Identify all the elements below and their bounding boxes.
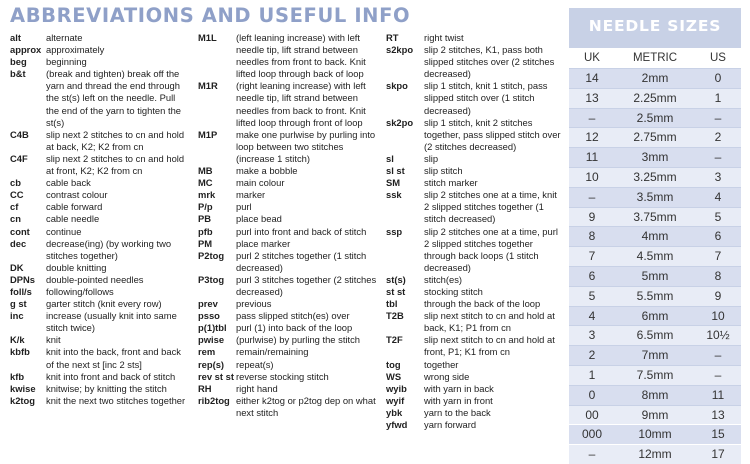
abbreviation-entry bbox=[10, 68, 186, 128]
abbreviation-definition: alternate bbox=[46, 32, 83, 43]
abbreviation-term: approx bbox=[10, 44, 42, 56]
abbreviation-term: M1P bbox=[198, 128, 218, 140]
abbreviation-term: b&t bbox=[10, 68, 26, 80]
abbreviation-definition: either k2tog or p2tog dep on what next stitch bbox=[236, 394, 376, 418]
abbreviation-term: MB bbox=[198, 165, 213, 177]
abbreviation-entry bbox=[10, 32, 186, 44]
abbreviation-entry bbox=[386, 407, 562, 419]
abbreviation-entry bbox=[198, 395, 382, 419]
needle-row bbox=[569, 406, 741, 425]
abbreviation-term: sl st bbox=[386, 165, 405, 177]
abbreviation-definition: purl bbox=[236, 201, 252, 213]
needle-row bbox=[569, 267, 741, 286]
abbreviation-term: wyif bbox=[386, 394, 405, 406]
abbreviation-entry bbox=[386, 32, 562, 44]
abbreviation-definition: with yarn in back bbox=[424, 382, 494, 394]
abbreviation-definition: right twist bbox=[424, 32, 464, 43]
abbreviation-term: pwise bbox=[198, 334, 225, 346]
us-size: 0 bbox=[714, 71, 722, 85]
abbreviation-definition: with yarn in front bbox=[424, 394, 493, 406]
abbreviation-entry bbox=[10, 310, 186, 334]
uk-size: 1 bbox=[588, 367, 596, 382]
abbreviation-entry bbox=[10, 383, 186, 395]
abbreviation-definition: knitwise; by knitting the stitch bbox=[46, 382, 167, 394]
abbreviation-term: P3tog bbox=[198, 273, 225, 285]
abbreviation-column-1 bbox=[10, 32, 186, 407]
us-size: 9 bbox=[714, 288, 722, 303]
abbreviation-definition: knit into front and back of stitch bbox=[46, 370, 176, 382]
needle-row bbox=[569, 366, 741, 385]
abbreviation-term: kfb bbox=[10, 370, 25, 382]
abbreviation-definition: slip 2 stitches one at a time, purl 2 slipped stitches together through back loops (1 stitch decreased) bbox=[424, 225, 558, 273]
abbreviation-term: cont bbox=[10, 225, 30, 237]
uk-size: 0 bbox=[588, 387, 596, 402]
abbreviation-entry bbox=[10, 298, 186, 310]
abbreviation-term: rib2tog bbox=[198, 394, 230, 406]
us-size: 15 bbox=[711, 427, 725, 442]
metric-size: 5mm bbox=[641, 268, 669, 283]
abbreviation-definition: following/follows bbox=[46, 285, 114, 297]
abbreviation-definition: marker bbox=[236, 189, 266, 201]
abbreviation-definition: yarn to the back bbox=[424, 406, 491, 418]
abbreviation-entry bbox=[386, 359, 562, 371]
abbreviation-entry bbox=[386, 310, 562, 334]
abbreviation-term: rem bbox=[198, 346, 216, 358]
us-size: – bbox=[714, 367, 722, 382]
abbreviation-entry bbox=[10, 238, 186, 262]
abbreviation-definition: cable back bbox=[46, 177, 91, 189]
abbreviation-entry bbox=[198, 32, 382, 80]
metric-size: 7.5mm bbox=[636, 367, 674, 382]
abbreviation-term: prev bbox=[198, 298, 218, 310]
uk-size: 9 bbox=[588, 209, 596, 224]
abbreviation-entry bbox=[386, 226, 562, 274]
uk-size: 6 bbox=[588, 268, 596, 283]
abbreviation-entry bbox=[10, 274, 186, 286]
abbreviation-term: ssp bbox=[386, 225, 403, 237]
abbreviation-entry bbox=[10, 286, 186, 298]
us-size: 10½ bbox=[706, 328, 730, 343]
uk-size: 5 bbox=[588, 288, 596, 303]
abbreviation-entry bbox=[198, 250, 382, 274]
needle-row bbox=[569, 425, 741, 444]
abbreviation-entry bbox=[10, 177, 186, 189]
us-size: 5 bbox=[714, 209, 722, 224]
needle-row bbox=[569, 188, 741, 207]
header-uk: UK bbox=[584, 52, 600, 64]
metric-size: 12mm bbox=[638, 447, 672, 462]
abbreviation-definition: repeat(s) bbox=[236, 358, 274, 370]
abbreviation-term: CC bbox=[10, 189, 24, 201]
metric-size: 6.5mm bbox=[636, 328, 674, 343]
abbreviation-entry bbox=[10, 56, 186, 68]
abbreviation-definition: double knitting bbox=[46, 261, 107, 273]
abbreviation-definition: pass slipped stitch(es) over bbox=[236, 310, 350, 322]
metric-size: 8mm bbox=[641, 387, 669, 402]
abbreviation-term: cf bbox=[10, 201, 19, 213]
abbreviation-term: rep(s) bbox=[198, 358, 225, 370]
abbreviation-definition: contrast colour bbox=[46, 189, 108, 201]
abbreviation-term: tog bbox=[386, 358, 401, 370]
abbreviation-entry bbox=[386, 117, 562, 153]
abbreviation-entry bbox=[386, 274, 562, 286]
abbreviation-entry bbox=[198, 129, 382, 165]
abbreviation-definition: knit the next two stitches together bbox=[46, 394, 186, 406]
abbreviation-term: s2kpo bbox=[386, 44, 414, 56]
header-us: US bbox=[710, 52, 726, 64]
uk-size: 12 bbox=[585, 130, 599, 145]
abbreviation-entry bbox=[198, 238, 382, 250]
abbreviation-definition: make a bobble bbox=[236, 165, 298, 177]
abbreviation-entry bbox=[198, 359, 382, 371]
abbreviation-entry bbox=[386, 395, 562, 407]
abbreviation-term: C4F bbox=[10, 152, 28, 164]
abbreviation-term: beg bbox=[10, 56, 27, 68]
abbreviation-entry bbox=[198, 346, 382, 358]
abbreviation-definition: wrong side bbox=[424, 370, 470, 382]
abbreviation-entry bbox=[386, 383, 562, 395]
abbreviation-term: DPNs bbox=[10, 273, 36, 285]
abbreviation-term: tbl bbox=[386, 298, 398, 310]
uk-size: 4 bbox=[588, 308, 596, 323]
abbreviation-entry bbox=[198, 165, 382, 177]
abbreviation-entry bbox=[386, 334, 562, 358]
abbreviation-term: st st bbox=[386, 285, 406, 297]
abbreviation-term: WS bbox=[386, 370, 402, 382]
abbreviation-definition: slip 2 stitches one at a time, knit 2 slipped stitches together (1 stitch decreased) bbox=[424, 189, 557, 225]
uk-size: 7 bbox=[588, 249, 596, 264]
abbreviation-entry bbox=[10, 262, 186, 274]
abbreviation-entry bbox=[10, 226, 186, 238]
abbreviation-entry bbox=[386, 153, 562, 165]
abbreviation-definition: right hand bbox=[236, 382, 278, 394]
abbreviation-definition: slip next 2 stitches to cn and hold at back, K2; K2 from cn bbox=[46, 128, 185, 152]
metric-size: 4mm bbox=[641, 229, 669, 244]
abbreviation-term: K/k bbox=[10, 334, 25, 346]
abbreviation-term: ybk bbox=[386, 406, 403, 418]
abbreviation-entry bbox=[198, 298, 382, 310]
page-title: ABBREVIATIONS AND USEFUL INFO bbox=[10, 4, 411, 27]
us-size: 8 bbox=[714, 268, 722, 283]
abbreviation-term: SM bbox=[386, 177, 401, 189]
us-size: 11 bbox=[711, 387, 725, 402]
uk-size: 2 bbox=[588, 348, 596, 363]
abbreviation-definition: purl 3 stitches together (2 stitches decreased) bbox=[236, 273, 377, 297]
abbreviation-definition: continue bbox=[46, 225, 82, 237]
abbreviation-term: cn bbox=[10, 213, 21, 225]
abbreviation-definition: knit bbox=[46, 334, 61, 346]
abbreviation-term: sl bbox=[386, 152, 394, 164]
abbreviation-entry bbox=[198, 322, 382, 334]
abbreviation-column-2 bbox=[198, 32, 382, 419]
abbreviation-term: mrk bbox=[198, 189, 216, 201]
abbreviation-definition: double-pointed needles bbox=[46, 273, 144, 285]
abbreviation-term: M1L bbox=[198, 32, 217, 43]
needle-row bbox=[569, 89, 741, 108]
abbreviation-entry bbox=[386, 165, 562, 177]
abbreviation-entry bbox=[10, 346, 186, 370]
needle-row bbox=[569, 287, 741, 306]
metric-size: 7mm bbox=[641, 348, 669, 363]
abbreviation-term: DK bbox=[10, 261, 24, 273]
abbreviation-definition: purl (1) into back of the loop bbox=[236, 322, 353, 334]
abbreviation-entry bbox=[198, 334, 382, 346]
metric-size: 3mm bbox=[641, 150, 669, 165]
abbreviation-definition: together bbox=[424, 358, 459, 370]
abbreviation-definition: garter stitch (knit every row) bbox=[46, 298, 162, 310]
abbreviation-term: kwise bbox=[10, 382, 36, 394]
abbreviation-definition: slip next 2 stitches to cn and hold at front, K2; K2 from cn bbox=[46, 152, 185, 177]
abbreviation-definition: slip stitch bbox=[424, 165, 463, 177]
abbreviation-entry bbox=[198, 189, 382, 201]
abbreviation-definition: slip 1 stitch, knit 1 stitch, pass slipped stitch over (1 stitch decreased) bbox=[424, 80, 548, 116]
metric-size: 9mm bbox=[641, 407, 669, 422]
abbreviation-term: g st bbox=[10, 298, 27, 310]
metric-size: 2.75mm bbox=[633, 130, 677, 145]
needle-row bbox=[569, 148, 741, 167]
abbreviation-entry bbox=[386, 298, 562, 310]
uk-size: 13 bbox=[585, 90, 599, 105]
uk-size: – bbox=[588, 447, 596, 462]
abbreviation-entry bbox=[386, 371, 562, 383]
abbreviation-term: dec bbox=[10, 237, 27, 249]
abbreviation-term: T2F bbox=[386, 334, 403, 346]
metric-size: 10mm bbox=[638, 427, 672, 442]
needle-table-header bbox=[569, 48, 741, 68]
us-size: – bbox=[714, 150, 722, 165]
abbreviation-definition: decrease(ing) (by working two stitches together) bbox=[46, 237, 172, 261]
abbreviation-term: T2B bbox=[386, 310, 404, 322]
abbreviation-entry bbox=[198, 226, 382, 238]
abbreviation-definition: stocking stitch bbox=[424, 285, 483, 297]
abbreviation-entry bbox=[198, 371, 382, 383]
abbreviation-term: alt bbox=[10, 32, 21, 43]
needle-sizes-title: NEEDLE SIZES bbox=[588, 17, 722, 35]
abbreviation-definition: through the back of the loop bbox=[424, 298, 541, 310]
us-size: 6 bbox=[714, 229, 722, 244]
metric-size: 2mm bbox=[641, 71, 669, 85]
us-size: 17 bbox=[711, 447, 725, 462]
abbreviation-definition: slip next stitch to cn and hold at back, K1; P1 from cn bbox=[424, 310, 555, 334]
abbreviation-definition: (break and tighten) break off the yarn and thread the end through the st(s) left on the needle. Pull the end of the yarn to tighten the st(s) bbox=[46, 68, 181, 128]
abbreviation-term: kbfb bbox=[10, 346, 30, 358]
abbreviation-definition: knit into the back, front and back of the next st [inc 2 sts] bbox=[46, 346, 181, 370]
metric-size: 4.5mm bbox=[636, 249, 674, 264]
abbreviation-definition: slip next stitch to cn and hold at front, P1; K1 from cn bbox=[424, 334, 555, 358]
abbreviation-definition: (purlwise) by purling the stitch bbox=[236, 334, 361, 346]
uk-size: 3 bbox=[588, 328, 596, 343]
us-size: 2 bbox=[714, 130, 722, 145]
abbreviation-term: p(1)tbl bbox=[198, 322, 227, 334]
abbreviation-entry bbox=[10, 213, 186, 225]
abbreviation-definition: purl into front and back of stitch bbox=[236, 225, 367, 237]
abbreviation-entry bbox=[10, 153, 186, 177]
abbreviation-entry bbox=[386, 177, 562, 189]
needle-row bbox=[569, 227, 741, 246]
abbreviation-definition: (left leaning increase) with left needle tip, lift strand between needles from front to back. Knit lifted loop through back of loop bbox=[236, 32, 366, 80]
abbreviation-definition: yarn forward bbox=[424, 419, 477, 430]
us-size: 3 bbox=[714, 169, 722, 184]
abbreviation-entry bbox=[198, 383, 382, 395]
metric-size: 6mm bbox=[641, 308, 669, 323]
abbreviation-entry bbox=[10, 371, 186, 383]
needle-row bbox=[569, 445, 741, 464]
needle-row bbox=[569, 69, 741, 88]
us-size: 4 bbox=[714, 189, 722, 204]
abbreviation-entry bbox=[198, 310, 382, 322]
needle-row bbox=[569, 326, 741, 345]
abbreviation-term: st(s) bbox=[386, 273, 406, 285]
abbreviation-entry bbox=[10, 129, 186, 153]
uk-size: 10 bbox=[585, 169, 599, 184]
abbreviation-entry bbox=[198, 274, 382, 298]
abbreviation-term: sk2po bbox=[386, 116, 414, 128]
us-size: 13 bbox=[711, 407, 725, 422]
abbreviation-definition: slip bbox=[424, 152, 439, 164]
uk-size: 8 bbox=[588, 229, 596, 244]
us-size: – bbox=[714, 348, 722, 363]
abbreviation-entry bbox=[386, 286, 562, 298]
uk-size: – bbox=[588, 110, 596, 125]
abbreviation-definition: make one purlwise by purling into loop between two stitches (increase 1 stitch) bbox=[236, 128, 376, 164]
abbreviation-definition: approximately bbox=[46, 44, 105, 56]
metric-size: 3.25mm bbox=[633, 169, 677, 184]
abbreviation-term: psso bbox=[198, 310, 220, 322]
abbreviation-definition: stitch marker bbox=[424, 177, 478, 189]
abbreviation-entry bbox=[386, 44, 562, 80]
us-size: 10 bbox=[711, 308, 725, 323]
needle-row bbox=[569, 346, 741, 365]
abbreviation-term: PM bbox=[198, 237, 213, 249]
needle-row bbox=[569, 307, 741, 326]
needle-row bbox=[569, 247, 741, 266]
abbreviation-term: RH bbox=[198, 382, 212, 394]
metric-size: 3.75mm bbox=[633, 209, 677, 224]
abbreviation-term: RT bbox=[386, 32, 399, 43]
abbreviation-entry bbox=[386, 189, 562, 225]
metric-size: 2.5mm bbox=[636, 110, 674, 125]
metric-size: 3.5mm bbox=[636, 189, 674, 204]
abbreviation-term: C4B bbox=[10, 128, 29, 140]
abbreviation-entry bbox=[10, 44, 186, 56]
abbreviation-entry bbox=[198, 177, 382, 189]
abbreviation-term: skpo bbox=[386, 80, 408, 92]
abbreviation-term: wyib bbox=[386, 382, 407, 394]
abbreviation-definition: purl 2 stitches together (1 stitch decreased) bbox=[236, 249, 367, 273]
uk-size: 00 bbox=[585, 407, 599, 422]
uk-size: 11 bbox=[585, 150, 599, 165]
us-size: 1 bbox=[714, 90, 722, 105]
abbreviation-term: P2tog bbox=[198, 249, 225, 261]
abbreviation-term: pfb bbox=[198, 225, 213, 237]
abbreviation-term: rev st st bbox=[198, 370, 234, 382]
abbreviation-term: cb bbox=[10, 177, 21, 189]
needle-row bbox=[569, 168, 741, 187]
abbreviation-definition: stitch(es) bbox=[424, 273, 463, 285]
metric-size: 2.25mm bbox=[633, 90, 677, 105]
abbreviation-entry bbox=[198, 80, 382, 128]
abbreviation-entry bbox=[10, 334, 186, 346]
needle-row bbox=[569, 109, 741, 128]
us-size: – bbox=[714, 110, 722, 125]
header-metric: METRIC bbox=[632, 52, 678, 64]
abbreviation-term: PB bbox=[198, 213, 212, 225]
abbreviation-definition: main colour bbox=[236, 177, 285, 189]
us-size: 7 bbox=[714, 249, 722, 264]
abbreviation-term: foll/s bbox=[10, 285, 32, 297]
abbreviation-entry bbox=[386, 419, 562, 431]
abbreviation-term: inc bbox=[10, 310, 24, 322]
abbreviation-definition: reverse stocking stitch bbox=[236, 370, 329, 382]
needle-row bbox=[569, 208, 741, 227]
abbreviation-term: M1R bbox=[198, 80, 218, 92]
uk-size: 14 bbox=[585, 71, 599, 85]
abbreviation-column-3 bbox=[386, 32, 562, 431]
abbreviation-definition: previous bbox=[236, 298, 272, 310]
abbreviation-term: k2tog bbox=[10, 394, 36, 406]
abbreviation-term: yfwd bbox=[386, 419, 408, 430]
abbreviation-entry bbox=[386, 80, 562, 116]
abbreviation-definition: increase (usually knit into same stitch twice) bbox=[46, 310, 177, 334]
abbreviation-entry bbox=[10, 189, 186, 201]
abbreviation-definition: remain/remaining bbox=[236, 346, 309, 358]
needle-table-body bbox=[569, 69, 741, 464]
needle-sizes-panel bbox=[569, 8, 741, 462]
abbreviation-entry bbox=[10, 201, 186, 213]
abbreviation-definition: (right leaning increase) with left needle tip, lift strand between needles from back to front. Knit lifted loop through front of loop bbox=[236, 80, 366, 128]
needle-row bbox=[569, 128, 741, 147]
abbreviation-definition: slip 2 stitches, K1, pass both slipped stitches over (2 stitches decreased) bbox=[424, 44, 555, 80]
abbreviation-entry bbox=[198, 213, 382, 225]
abbreviation-term: MC bbox=[198, 177, 213, 189]
abbreviation-definition: place marker bbox=[236, 237, 291, 249]
abbreviation-definition: cable needle bbox=[46, 213, 100, 225]
abbreviation-term: P/p bbox=[198, 201, 213, 213]
uk-size: – bbox=[588, 189, 596, 204]
abbreviation-definition: cable forward bbox=[46, 201, 103, 213]
needle-row bbox=[569, 386, 741, 405]
metric-size: 5.5mm bbox=[636, 288, 674, 303]
abbreviation-definition: beginning bbox=[46, 56, 87, 68]
uk-size: 000 bbox=[581, 427, 603, 442]
abbreviation-term: ssk bbox=[386, 189, 402, 201]
abbreviation-definition: slip 1 stitch, knit 2 stitches together, pass slipped stitch over (2 stitches decreased) bbox=[424, 116, 561, 152]
abbreviation-definition: place bead bbox=[236, 213, 282, 225]
abbreviation-entry bbox=[198, 201, 382, 213]
abbreviation-entry bbox=[10, 395, 186, 407]
